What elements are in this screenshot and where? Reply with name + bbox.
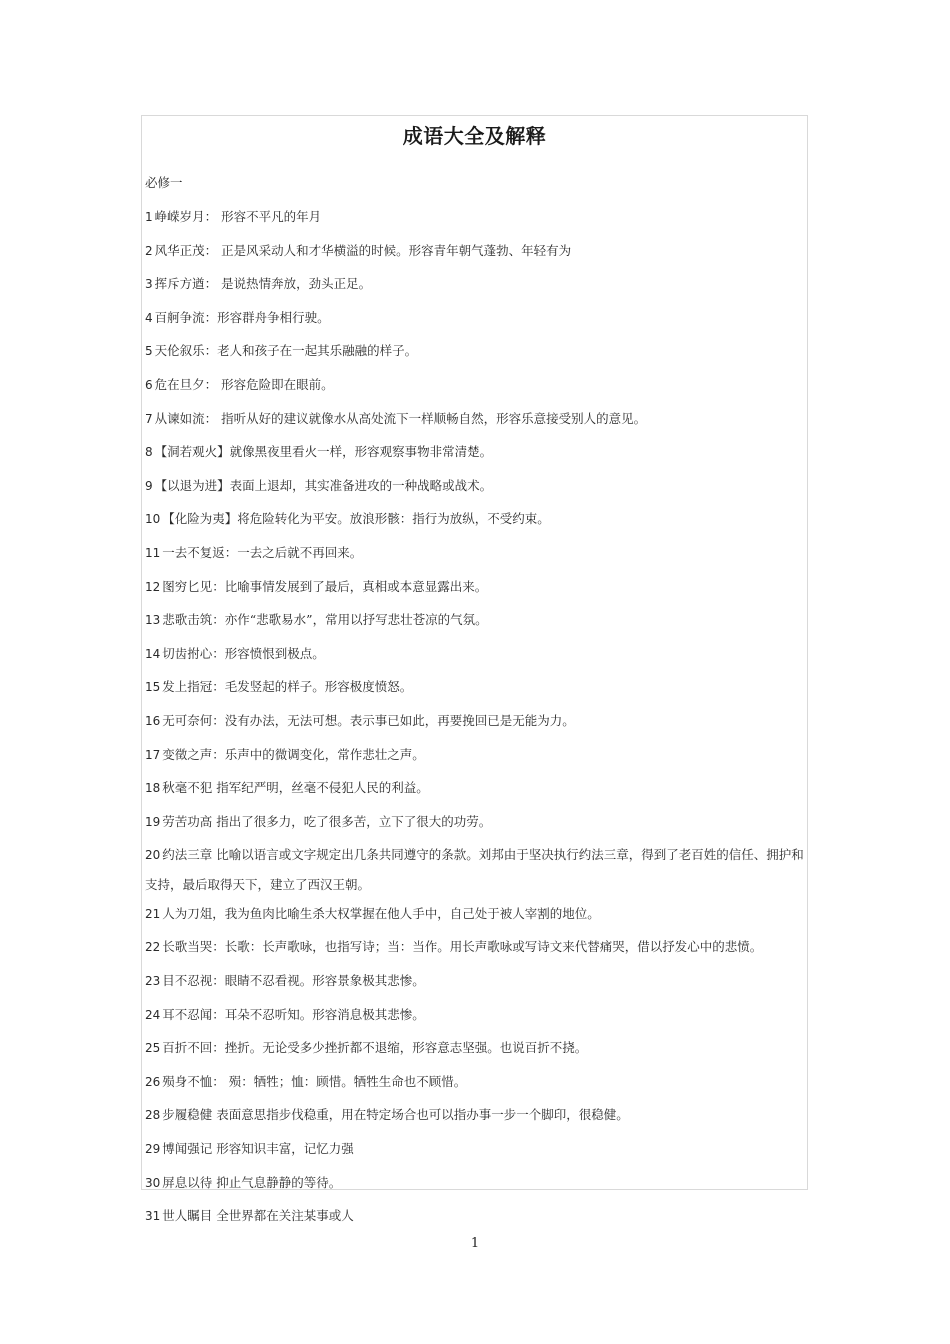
- entry-number: 19: [145, 814, 161, 829]
- entry-number: 11: [145, 545, 161, 560]
- page-number: 1: [470, 1236, 480, 1251]
- entry-number: 15: [145, 680, 161, 695]
- entry-text: 从谏如流： 指听从好的建议就像水从高处流下一样顺畅自然，形容乐意接受别人的意见。: [154, 410, 647, 426]
- idiom-entry: [145, 1071, 807, 1093]
- idiom-entry: [145, 840, 807, 899]
- entry-text: 耳不忍闻：耳朵不忍听知。形容消息极其悲惨。: [162, 1006, 425, 1022]
- entry-number: 30: [145, 1175, 161, 1190]
- document-frame: [141, 115, 808, 1224]
- entry-number: 12: [145, 579, 161, 594]
- entry-number: 21: [145, 906, 161, 921]
- entry-number: 13: [145, 613, 161, 628]
- entry-text: 一去不复返：一去之后就不再回来。: [162, 544, 363, 560]
- entry-number: 24: [145, 1007, 161, 1022]
- entry-text: 【洞若观火】就像黑夜里看火一样，形容观察事物非常清楚。: [154, 444, 493, 460]
- idiom-entry: [145, 903, 807, 925]
- idiom-entry: [145, 576, 807, 598]
- entry-text: 步履稳健 表面意思指步伐稳重，用在特定场合也可以指办事一步一个脚印，很稳健。: [162, 1107, 629, 1123]
- idiom-entry: [145, 441, 807, 463]
- entry-number: 23: [145, 973, 161, 988]
- idiom-entry: [145, 273, 807, 295]
- entry-text: 天伦叙乐：老人和孩子在一起其乐融融的样子。: [154, 343, 418, 359]
- entry-number: 4: [145, 310, 153, 325]
- entry-number: 26: [145, 1074, 161, 1089]
- idiom-entry: [145, 475, 807, 497]
- idiom-entry: [145, 1172, 807, 1194]
- entry-number: 5: [145, 344, 153, 359]
- idiom-entry: [145, 1104, 807, 1126]
- entry-text: 切齿拊心：形容愤恨到极点。: [162, 645, 325, 661]
- entry-number: 7: [145, 411, 153, 426]
- entry-text: 峥嵘岁月： 形容不平凡的年月: [154, 209, 322, 224]
- idiom-entry: [145, 1004, 807, 1026]
- document-title: 成语大全及解释: [402, 124, 547, 148]
- entry-text: 风华正茂： 正是风采动人和才华横溢的时候。形容青年朝气蓬勃、年轻有为: [154, 242, 572, 258]
- entry-text: 秋毫不犯 指军纪严明，丝毫不侵犯人民的利益。: [162, 780, 429, 796]
- entry-text: 屏息以待 抑止气息静静的等待。: [162, 1174, 342, 1190]
- idiom-entry: [145, 609, 807, 631]
- idiom-entry: [145, 408, 807, 430]
- entry-text: 发上指冠：毛发竖起的样子。形容极度愤怒。: [162, 679, 413, 695]
- idiom-entry: [145, 811, 807, 833]
- entry-text: 长歌当哭：长歌：长声歌咏，也指写诗；当：当作。用长声歌咏或写诗文来代替痛哭，借以抒发心中的悲愤。: [162, 939, 763, 955]
- idiom-entry: [145, 676, 807, 698]
- entry-text: 约法三章 比喻以语言或文字规定出几条共同遵守的条款。刘邦由于坚决执行约法三章，得到了老百姓的信任、拥护和支持，最后取得天下，建立了西汉王朝。: [145, 847, 804, 893]
- idiom-list: [145, 206, 807, 1239]
- entry-number: 31: [145, 1209, 161, 1224]
- entry-number: 8: [145, 445, 153, 460]
- entry-text: 博闻强记 形容知识丰富，记忆力强: [162, 1140, 354, 1156]
- idiom-entry: [145, 777, 807, 799]
- entry-number: 29: [145, 1141, 161, 1156]
- idiom-entry: [145, 240, 807, 262]
- idiom-entry: [145, 1205, 807, 1227]
- idiom-entry: [145, 206, 807, 228]
- entry-text: 殒身不恤： 殒：牺牲；恤：顾惜。牺牲生命也不顾惜。: [162, 1073, 467, 1089]
- idiom-entry: [145, 340, 807, 362]
- entry-number: 25: [145, 1041, 161, 1056]
- section-heading: 必修一: [145, 175, 183, 190]
- entry-number: 6: [145, 377, 153, 392]
- idiom-entry: [145, 374, 807, 396]
- entry-text: 世人瞩目 全世界都在关注某事或人: [162, 1208, 354, 1224]
- entry-text: 百舸争流：形容群舟争相行驶。: [154, 309, 330, 325]
- entry-text: 人为刀俎，我为鱼肉比喻生杀大权掌握在他人手中，自己处于被人宰割的地位。: [162, 905, 600, 921]
- entry-text: 【以退为进】表面上退却，其实准备进攻的一种战略或战术。: [154, 477, 493, 493]
- entry-number: 9: [145, 478, 153, 493]
- entry-number: 16: [145, 713, 161, 728]
- entry-number: 22: [145, 940, 161, 955]
- idiom-entry: [145, 744, 807, 766]
- entry-number: 2: [145, 243, 153, 258]
- entry-text: 图穷匕见：比喻事情发展到了最后，真相或本意显露出来。: [162, 578, 488, 594]
- idiom-entry: [145, 970, 807, 992]
- idiom-entry: [145, 643, 807, 665]
- entry-text: 目不忍视：眼睛不忍看视。形容景象极其悲惨。: [162, 972, 425, 988]
- entry-number: 3: [145, 277, 153, 292]
- idiom-entry: [145, 542, 807, 564]
- entry-text: 百折不回：挫折。无论受多少挫折都不退缩，形容意志坚强。也说百折不挠。: [162, 1040, 588, 1056]
- idiom-entry: [145, 710, 807, 732]
- entry-number: 10: [145, 512, 161, 527]
- idiom-entry: [145, 1037, 807, 1059]
- entry-number: 20: [145, 848, 161, 863]
- entry-text: 挥斥方遒： 是说热情奔放，劲头正足。: [154, 276, 372, 292]
- idiom-entry: [145, 508, 807, 530]
- idiom-entry: [145, 936, 807, 958]
- entry-number: 28: [145, 1108, 161, 1123]
- entry-number: 18: [145, 781, 161, 796]
- entry-number: 14: [145, 646, 161, 661]
- entry-text: 危在旦夕： 形容危险即在眼前。: [154, 376, 334, 392]
- idiom-entry: [145, 307, 807, 329]
- entry-text: 【化险为夷】将危险转化为平安。放浪形骸：指行为放纵，不受约束。: [162, 511, 550, 527]
- entry-text: 变徵之声：乐声中的微调变化，常作悲壮之声。: [162, 746, 425, 762]
- entry-number: 1: [145, 210, 153, 224]
- entry-text: 无可奈何：没有办法，无法可想。表示事已如此，再要挽回已是无能为力。: [162, 712, 575, 728]
- entry-number: 17: [145, 747, 161, 762]
- idiom-entry: [145, 1138, 807, 1160]
- entry-text: 劳苦功高 指出了很多力，吃了很多苦，立下了很大的功劳。: [162, 813, 492, 829]
- entry-text: 悲歌击筑：亦作“悲歌易水”，常用以抒写悲壮苍凉的气氛。: [162, 612, 488, 628]
